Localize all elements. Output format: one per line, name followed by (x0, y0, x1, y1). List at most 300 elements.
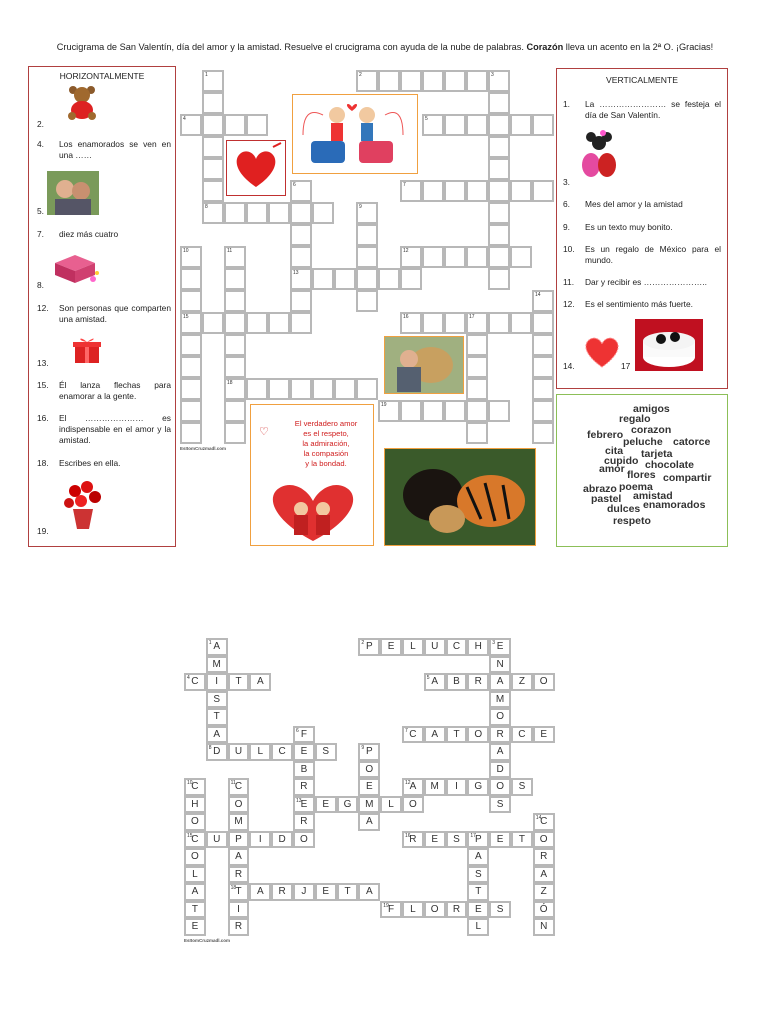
solved-grid-clue-number: 5 (426, 675, 430, 681)
solved-grid-letter: Z (540, 886, 547, 897)
solved-grid-letter: U (431, 641, 439, 652)
empty-grid-cell[interactable] (444, 312, 466, 334)
solved-grid-cell (446, 673, 468, 691)
empty-grid-cell[interactable] (400, 312, 422, 334)
empty-grid-cell[interactable] (444, 400, 466, 422)
solved-grid-cell (315, 883, 337, 901)
solved-grid-cell (446, 638, 468, 656)
empty-grid-cell[interactable] (510, 246, 532, 268)
empty-grid-cell[interactable] (224, 114, 246, 136)
empty-grid-cell[interactable] (532, 378, 554, 400)
empty-grid-cell[interactable] (488, 202, 510, 224)
empty-grid-cell[interactable] (488, 92, 510, 114)
solved-grid-cell (228, 831, 250, 849)
empty-grid-cell[interactable] (422, 114, 444, 136)
empty-grid-cell[interactable] (378, 400, 400, 422)
horizontal-clues-panel (28, 66, 176, 547)
clue-h8-number: 8. (37, 280, 44, 290)
solved-grid-letter: I (237, 903, 240, 915)
solved-grid-cell (315, 743, 337, 761)
solved-grid-letter: E (300, 798, 308, 810)
solved-grid-cell (467, 831, 489, 849)
empty-grid-cell[interactable] (422, 400, 444, 422)
empty-grid-cell[interactable] (224, 334, 246, 356)
solved-grid-cell (358, 796, 380, 814)
solved-grid-clue-number: 11 (230, 780, 236, 786)
solved-grid-cell (228, 673, 250, 691)
solved-grid-letter: S (453, 833, 460, 845)
empty-grid-cell[interactable] (356, 70, 378, 92)
empty-grid-cell[interactable] (488, 400, 510, 422)
solved-grid-cell (402, 831, 424, 849)
solved-grid-letter: O (365, 763, 374, 775)
solved-grid-cell (184, 673, 206, 691)
solved-grid-cell (206, 638, 228, 656)
empty-grid-cell[interactable] (466, 114, 488, 136)
solved-grid-letter: E (387, 641, 395, 652)
solved-grid-cell (511, 831, 533, 849)
solved-grid-cell (446, 901, 468, 919)
solved-grid-clue-number: 12 (405, 780, 411, 786)
solved-grid-cell (489, 726, 511, 744)
empty-grid-cell[interactable] (246, 378, 268, 400)
empty-grid-cell[interactable] (290, 312, 312, 334)
solved-grid-cell (184, 901, 206, 919)
empty-grid-cell[interactable] (268, 378, 290, 400)
solved-grid-letter: S (213, 693, 221, 705)
empty-grid-cell[interactable] (202, 180, 224, 202)
solved-grid-clue-number: 1 (208, 640, 212, 646)
empty-grid-clue-number: 11 (227, 248, 233, 254)
empty-grid-cell[interactable] (356, 268, 378, 290)
empty-grid-cell[interactable] (180, 312, 202, 334)
empty-grid-cell[interactable] (202, 114, 224, 136)
clue-h12-text: Son personas que comparten una amistad. (59, 303, 171, 324)
cloud-word-cita: cita (605, 445, 624, 457)
solved-grid-letter: E (300, 746, 308, 757)
empty-grid-cell[interactable] (378, 70, 400, 92)
quote-line-1: El verdadero amor (294, 419, 358, 428)
empty-grid-cell[interactable] (532, 114, 554, 136)
empty-grid-cell[interactable] (180, 114, 202, 136)
heart-cake-image (635, 319, 703, 371)
empty-grid-cell[interactable] (224, 312, 246, 334)
empty-grid-cell[interactable] (180, 334, 202, 356)
empty-grid-cell[interactable] (180, 422, 202, 444)
cartoon-mice-couple-image (577, 127, 621, 185)
solved-grid-cell (424, 726, 446, 744)
empty-grid-cell[interactable] (532, 334, 554, 356)
cloud-word-amigos: amigos (633, 403, 670, 415)
empty-grid-cell[interactable] (532, 422, 554, 444)
solved-grid-cell (206, 691, 228, 709)
empty-grid-cell[interactable] (224, 400, 246, 422)
empty-grid-cell[interactable] (510, 312, 532, 334)
solved-grid-letter: E (496, 833, 504, 845)
empty-grid-cell[interactable] (466, 378, 488, 400)
title-text: Crucigrama de San Valentín, día del amor y la amistad. Resuelve el crucigrama con ayuda de la nube de palabras. (56, 42, 524, 52)
clue-h15-number: 15. (37, 380, 49, 390)
empty-grid-cell[interactable] (488, 136, 510, 158)
clue-v12-text: Es el sentimiento más fuerte. (585, 299, 693, 309)
empty-grid-cell[interactable] (356, 224, 378, 246)
empty-grid-cell[interactable] (290, 180, 312, 202)
solved-grid-cell (489, 901, 511, 919)
solved-grid-cell (315, 796, 337, 814)
clue-v12-number: 12. (563, 299, 575, 309)
clue-h16-number: 16. (37, 413, 49, 423)
empty-grid-cell[interactable] (356, 290, 378, 312)
solved-grid-cell (184, 813, 206, 831)
solved-grid-letter: G (474, 781, 483, 792)
solved-grid-letter: S (518, 781, 526, 792)
solved-grid-letter: R (409, 833, 417, 845)
empty-grid-cell[interactable] (202, 92, 224, 114)
solved-grid-cell (358, 638, 380, 656)
empty-grid-cell[interactable] (488, 114, 510, 136)
empty-grid-cell[interactable] (334, 268, 356, 290)
solved-grid-letter: A (256, 676, 264, 687)
empty-grid-cell[interactable] (180, 378, 202, 400)
solved-grid-letter: B (453, 676, 460, 687)
clue-v6-text: Mes del amor y la amistad (585, 199, 683, 209)
solved-grid-letter: D (496, 763, 504, 775)
solved-grid-cell (533, 673, 555, 691)
solved-grid-letter: T (453, 728, 460, 740)
solved-grid-letter: O (191, 816, 199, 827)
empty-grid-cell[interactable] (444, 114, 466, 136)
empty-grid-cell[interactable] (180, 400, 202, 422)
empty-grid-cell[interactable] (488, 180, 510, 202)
solved-grid-clue-number: 18 (230, 885, 237, 891)
clue-h15-text: Él lanza flechas para enamorar a la gente. (59, 380, 171, 401)
solved-grid-letter: N (496, 658, 504, 670)
empty-grid-cell[interactable] (356, 246, 378, 268)
solved-grid-cell (358, 813, 380, 831)
empty-grid-cell[interactable] (268, 312, 290, 334)
solved-grid-cell (424, 831, 446, 849)
solved-grid-cell (358, 761, 380, 779)
empty-grid-cell[interactable] (224, 202, 246, 224)
clue-v11-number: 11. (563, 277, 575, 287)
empty-grid-cell[interactable] (532, 356, 554, 378)
solved-grid-letter: A (213, 641, 221, 652)
quote-line-2: es el respeto, (303, 429, 349, 438)
solved-grid-cell (249, 883, 271, 901)
solved-grid-letter: O (496, 711, 504, 722)
empty-grid-cell[interactable] (400, 70, 422, 92)
empty-grid-cell[interactable] (488, 224, 510, 246)
solved-grid-cell (380, 796, 402, 814)
clue-h16-text: El ………………… es indispensable en el amor y la amistad. (59, 413, 171, 445)
solved-grid-cell (446, 831, 468, 849)
empty-grid-cell[interactable] (246, 202, 268, 224)
solved-grid-cell (249, 673, 271, 691)
solved-grid-letter: O (539, 833, 548, 845)
solved-grid-cell (424, 901, 446, 919)
solved-grid-letter: T (475, 886, 482, 897)
solved-grid-letter: A (496, 746, 504, 757)
solved-grid-letter: E (496, 641, 504, 652)
cloud-word-abrazo: abrazo (583, 483, 617, 495)
empty-grid-clue-number: 17 (469, 314, 475, 320)
empty-grid-cell[interactable] (202, 70, 224, 92)
solved-grid-letter: T (235, 886, 242, 897)
solved-grid-letter: B (300, 763, 308, 775)
clue-h2-number: 2. (37, 119, 44, 129)
empty-grid-cell[interactable] (400, 400, 422, 422)
solved-grid-clue-number: 15 (187, 832, 193, 839)
solved-grid-cell (402, 901, 424, 919)
empty-grid-cell[interactable] (224, 378, 246, 400)
empty-grid-cell[interactable] (356, 378, 378, 400)
empty-grid-cell[interactable] (202, 312, 224, 334)
empty-grid-clue-number: 5 (425, 116, 428, 122)
empty-grid-cell[interactable] (488, 268, 510, 290)
solved-grid-letter: O (539, 676, 548, 687)
solved-grid-cell (293, 796, 315, 814)
empty-grid-cell[interactable] (180, 246, 202, 268)
solved-grid-cell (271, 883, 293, 901)
solved-grid-cell (358, 778, 380, 796)
solved-grid-letter: F (388, 903, 395, 915)
solved-grid-cell (402, 778, 424, 796)
empty-grid-cell[interactable] (312, 202, 334, 224)
empty-grid-cell[interactable] (466, 70, 488, 92)
clue-h4-number: 4. (37, 139, 44, 149)
empty-grid-cell[interactable] (290, 202, 312, 224)
solved-grid-cell (424, 638, 446, 656)
solved-grid-letter: E (322, 798, 330, 810)
solved-grid-letter: E (191, 921, 199, 932)
cloud-word-febrero: febrero (587, 429, 624, 441)
chocolate-box-image (49, 249, 101, 287)
empty-grid-cell[interactable] (290, 246, 312, 268)
solved-grid-clue-number: 7 (405, 727, 408, 734)
empty-grid-clue-number: 3 (491, 72, 494, 78)
empty-grid-cell[interactable] (444, 246, 466, 268)
empty-grid-cell[interactable] (466, 180, 488, 202)
empty-grid-cell[interactable] (180, 268, 202, 290)
solved-grid-letter: T (235, 676, 242, 687)
empty-grid-cell[interactable] (532, 312, 554, 334)
solved-grid-cell (489, 691, 511, 709)
empty-grid-cell[interactable] (356, 202, 378, 224)
solved-grid-clue-number: 14 (535, 815, 542, 821)
solved-grid-letter: C (234, 781, 243, 792)
solved-grid-letter: P (474, 833, 482, 845)
clue-h12-number: 12. (37, 303, 49, 313)
title-text-end: lleva un acento en la 2ª O. ¡Gracias! (565, 42, 714, 52)
solved-grid-cell (293, 883, 315, 901)
empty-grid-cell[interactable] (400, 180, 422, 202)
empty-grid-cell[interactable] (488, 312, 510, 334)
solved-grid-letter: O (191, 851, 199, 862)
empty-grid-cell[interactable] (246, 114, 268, 136)
empty-grid-cell[interactable] (422, 180, 444, 202)
empty-grid-cell[interactable] (532, 400, 554, 422)
solved-grid-letter: R (496, 728, 504, 740)
empty-grid-cell[interactable] (400, 268, 422, 290)
solved-grid-letter: A (474, 851, 482, 862)
solved-grid-cell (358, 883, 380, 901)
solved-grid-cell (424, 778, 446, 796)
solved-grid-letter: L (388, 798, 394, 810)
empty-grid-cell[interactable] (532, 180, 554, 202)
empty-grid-cell[interactable] (400, 246, 422, 268)
solved-grid-letter: U (213, 833, 221, 845)
cloud-word-chocolate: chocolate (645, 459, 695, 471)
empty-grid-cell[interactable] (466, 422, 488, 444)
empty-grid-cell[interactable] (488, 70, 510, 92)
empty-grid-cell[interactable] (290, 268, 312, 290)
solved-grid-cell (184, 883, 206, 901)
solved-grid-letter: A (431, 676, 439, 687)
solved-grid-letter: O (474, 728, 483, 740)
solved-grid-cell (184, 918, 206, 936)
solved-grid-cell (533, 813, 555, 831)
cloud-word-dulces: dulces (607, 503, 641, 515)
solved-grid-letter: A (256, 886, 264, 897)
solved-grid-cell (206, 831, 228, 849)
solved-grid-clue-number: 3 (492, 640, 495, 646)
empty-grid-cell[interactable] (312, 268, 334, 290)
empty-grid-cell[interactable] (510, 114, 532, 136)
empty-grid-cell[interactable] (532, 290, 554, 312)
empty-grid-cell[interactable] (290, 290, 312, 312)
solved-grid-cell (489, 743, 511, 761)
solved-grid-letter: A (235, 851, 242, 862)
clue-v17-number: 17 (621, 361, 631, 371)
empty-grid-cell[interactable] (466, 246, 488, 268)
empty-grid-cell[interactable] (268, 202, 290, 224)
solved-grid-cell (337, 883, 359, 901)
empty-grid-cell[interactable] (224, 290, 246, 312)
empty-grid-clue-number: 6 (293, 182, 296, 188)
solved-grid-clue-number: 4 (187, 675, 190, 681)
solved-grid-cell (184, 848, 206, 866)
cloud-word-regalo: regalo (619, 413, 651, 425)
empty-grid-cell[interactable] (180, 290, 202, 312)
small-heart-icon: ♡ (259, 426, 269, 438)
empty-grid-cell[interactable] (422, 246, 444, 268)
empty-grid-cell[interactable] (466, 356, 488, 378)
clue-h7-text: diez más cuatro (59, 229, 119, 239)
clue-h19-number: 19. (37, 526, 49, 536)
solved-grid-cell (511, 726, 533, 744)
clue-h7-number: 7. (37, 229, 44, 239)
solved-grid-cell (228, 813, 250, 831)
solved-grid-cell (380, 638, 402, 656)
solved-grid-cell (489, 708, 511, 726)
solved-grid-letter: P (365, 746, 373, 757)
empty-grid-clue-number: 13 (293, 270, 299, 276)
empty-grid-clue-number: 18 (227, 380, 233, 386)
solved-grid-cell (489, 778, 511, 796)
empty-grid-cell[interactable] (290, 224, 312, 246)
solved-grid-letter: A (409, 781, 417, 792)
empty-grid-cell[interactable] (466, 312, 488, 334)
quote-line-5: y la bondad. (305, 459, 347, 468)
solved-grid-letter: I (455, 781, 458, 792)
empty-grid-cell[interactable] (224, 356, 246, 378)
worksheet-title (30, 42, 740, 52)
solved-grid-cell (489, 656, 511, 674)
empty-grid-cell[interactable] (224, 246, 246, 268)
clue-v10-text: Es un regalo de México para el mundo. (585, 244, 721, 265)
solved-grid-letter: O (234, 798, 243, 810)
empty-grid-cell[interactable] (224, 422, 246, 444)
solved-grid-letter: L (475, 921, 482, 932)
empty-grid-cell[interactable] (202, 136, 224, 158)
empty-grid-cell[interactable] (466, 400, 488, 422)
empty-grid-cell[interactable] (180, 356, 202, 378)
solved-grid-cell (489, 796, 511, 814)
solved-grid-cell (337, 796, 359, 814)
cloud-word-poema: poema (619, 481, 653, 493)
empty-grid-cell[interactable] (444, 180, 466, 202)
solved-grid-letter: A (540, 868, 548, 880)
empty-grid-cell[interactable] (312, 378, 334, 400)
empty-grid-cell[interactable] (334, 378, 356, 400)
rose-bouquet-image (59, 479, 107, 533)
solved-grid-cell (184, 796, 206, 814)
empty-grid-cell[interactable] (224, 268, 246, 290)
solved-grid-letter: D (213, 746, 221, 757)
solved-grid-cell (467, 778, 489, 796)
solved-grid-letter: H (474, 641, 482, 652)
solved-grid-letter: E (474, 903, 482, 915)
solved-grid-cell (402, 638, 424, 656)
solved-grid-cell (533, 918, 555, 936)
empty-grid-cell[interactable] (246, 312, 268, 334)
solved-grid-letter: A (365, 886, 373, 897)
solved-grid-clue-number: 13 (296, 797, 302, 804)
empty-grid-cell[interactable] (378, 268, 400, 290)
empty-grid-clue-number: 4 (183, 116, 186, 122)
solved-grid-cell (293, 761, 315, 779)
empty-grid-cell[interactable] (510, 180, 532, 202)
solved-grid-cell (533, 831, 555, 849)
empty-grid-cell[interactable] (422, 312, 444, 334)
solved-grid-cell (402, 796, 424, 814)
empty-grid-cell[interactable] (422, 70, 444, 92)
quote-line-3: la admiración, (302, 439, 350, 448)
solved-grid-letter: R (300, 781, 308, 792)
empty-grid-cell[interactable] (488, 246, 510, 268)
empty-grid-cell[interactable] (290, 378, 312, 400)
empty-grid-cell[interactable] (202, 202, 224, 224)
cloud-word-corazon: corazon (631, 424, 672, 436)
solved-grid-letter: O (430, 903, 439, 915)
empty-grid-cell[interactable] (466, 334, 488, 356)
solved-grid-cell (228, 883, 250, 901)
solved-grid-letter: N (540, 921, 548, 932)
solved-grid-cell (206, 673, 228, 691)
empty-grid-cell[interactable] (444, 70, 466, 92)
empty-grid-cell[interactable] (488, 158, 510, 180)
empty-grid-cell[interactable] (202, 158, 224, 180)
solved-grid-letter: T (518, 833, 525, 845)
cloud-word-flores: flores (627, 469, 656, 481)
vertical-clues-panel (556, 68, 728, 389)
solved-grid-letter: C (278, 746, 286, 757)
solved-grid-letter: C (540, 816, 548, 827)
solved-grid-cell (467, 918, 489, 936)
solved-grid-letter: M (365, 798, 374, 810)
cloud-word-pastel: pastel (591, 493, 622, 505)
solved-grid-letter: T (213, 711, 220, 722)
